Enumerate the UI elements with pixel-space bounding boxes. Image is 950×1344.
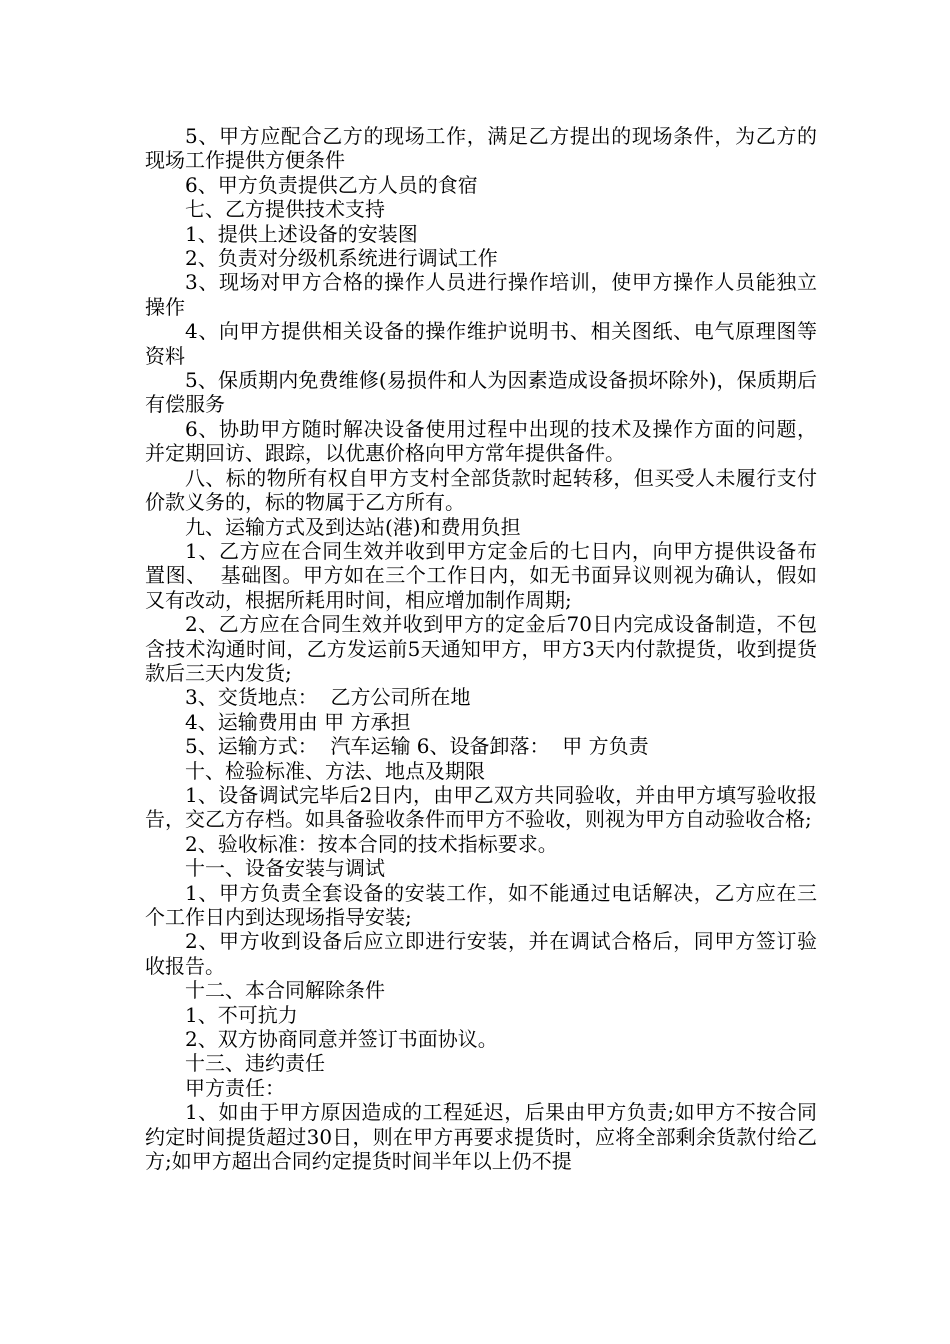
paragraph: 甲方责任： [185,1075,285,1100]
paragraph: 4、运输费用由 甲 方承担 [185,709,411,734]
paragraph: 1、不可抗力 [185,1002,298,1027]
paragraph: 3、交货地点： 乙方公司所在地 [185,685,471,710]
section-heading: 十三、违约责任 [185,1051,325,1076]
paragraph: 6、协助甲方随时解决设备使用过程中出现的技术及操作方面的问题，并定期回访、跟踪，以优惠价格向甲方常年提供备件。 [145,416,817,466]
section-heading: 十、检验标准、方法、地点及期限 [185,758,485,783]
paragraph: 1、设备调试完毕后2日内，由甲乙双方共同验收，并由甲方填写验收报告，交乙方存档。如具备验收条件而甲方不验收，则视为甲方自动验收合格; [145,782,817,832]
paragraph: 2、乙方应在合同生效并收到甲方的定金后70日内完成设备制造，不包含技术沟通时间，乙方发运前5天通知甲方，甲方3天内付款提货，收到提货款后三天内发货; [145,612,817,685]
paragraph: 5、甲方应配合乙方的现场工作，满足乙方提出的现场条件，为乙方的现场工作提供方便条件 [145,124,817,173]
paragraph: 6、甲方负责提供乙方人员的食宿 [185,172,478,197]
paragraph: 4、向甲方提供相关设备的操作维护说明书、相关图纸、电气原理图等资料 [145,319,817,368]
paragraph: 2、甲方收到设备后应立即进行安装，并在调试合格后，同甲方签订验收报告。 [145,929,817,978]
section-heading: 九、运输方式及到达站(港)和费用负担 [185,514,521,539]
section-heading: 八、标的物所有权自甲方支村全部货款时起转移，但买受人未履行支付价款义务的，标的物属于乙方所有。 [145,465,817,515]
document-page [145,124,817,1173]
section-heading: 十二、本合同解除条件 [185,978,385,1003]
paragraph: 2、双方协商同意并签订书面协议。 [185,1027,498,1052]
section-heading: 十一、设备安装与调试 [185,856,385,881]
paragraph: 1、甲方负责全套设备的安装工作，如不能通过电话解决，乙方应在三个工作日内到达现场指导安装; [145,880,817,929]
paragraph: 3、现场对甲方合格的操作人员进行操作培训，使甲方操作人员能独立操作 [145,270,817,319]
paragraph: 1、乙方应在合同生效并收到甲方定金后的七日内，向甲方提供设备布置图、 基础图。甲方如在三个工作日内，如无书面异议则视为确认，假如又有改动，根据所耗用时间，相应增加制作周期; [145,538,817,612]
paragraph: 2、负责对分级机系统进行调试工作 [185,246,498,271]
paragraph: 5、保质期内免费维修(易损件和人为因素造成设备损坏除外)，保质期后有偿服务 [145,368,817,417]
paragraph: 5、运输方式： 汽车运输 6、设备卸落： 甲 方负责 [185,734,649,759]
paragraph: 1、提供上述设备的安装图 [185,221,418,246]
paragraph: 2、验收标准：按本合同的技术指标要求。 [185,831,558,856]
paragraph: 1、如由于甲方原因造成的工程延迟，后果由甲方负责;如甲方不按合同约定时间提货超过30日，则在甲方再要求提货时，应将全部剩余货款付给乙方;如甲方超出合同约定提货时间半年以上仍不提 [145,1100,817,1174]
section-heading: 七、乙方提供技术支持 [185,197,385,222]
